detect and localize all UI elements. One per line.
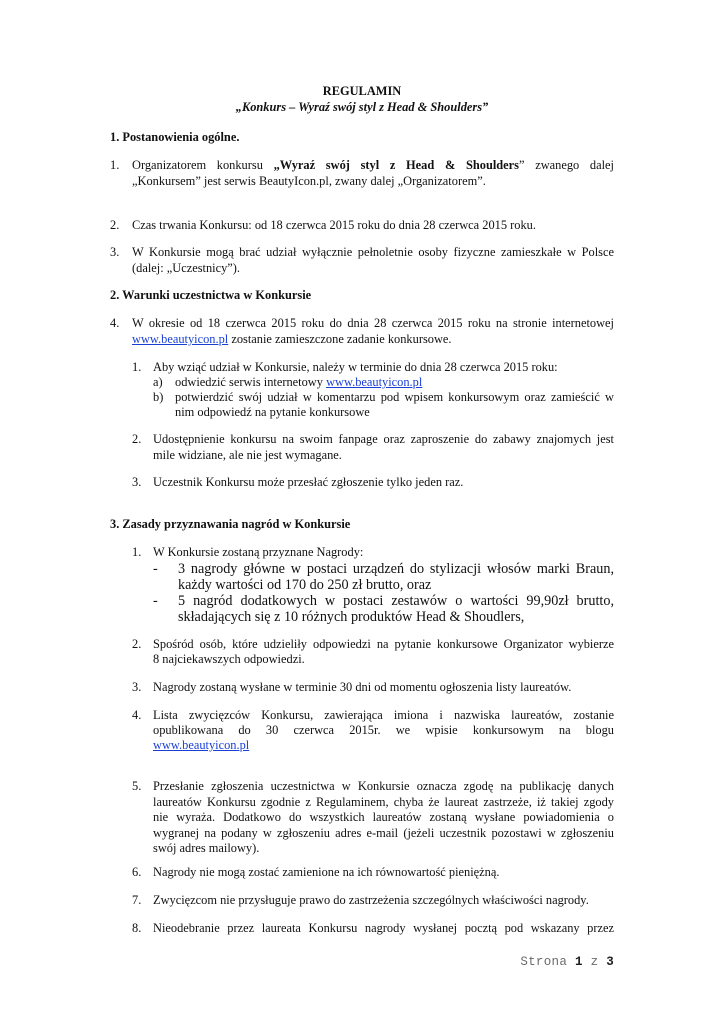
list-number: 1. — [110, 158, 120, 172]
item-2-line-1: Udostępnienie konkursu na swoim fanpage oraz zaproszenie do zabawy znajomych jest — [153, 432, 614, 446]
list-number: 5. — [132, 779, 142, 793]
item-8-line-1: Nieodebranie przez laureata Konkursu nagrody wysłanej pocztą pod wskazany przez — [153, 921, 614, 935]
beautyicon-link[interactable]: www.beautyicon.pl — [132, 332, 229, 346]
paragraph-4-line-1: W okresie od 18 czerwca 2015 roku do dnia 28 czerwca 2015 roku na stronie internetowej — [132, 316, 614, 330]
item-1-text: W Konkursie zostaną przyznane Nagrody: — [153, 545, 364, 559]
prize-1-line-2: każdy wartości od 170 do 250 zł brutto, oraz — [178, 577, 432, 593]
section-1-heading: 1. Postanowienia ogólne. — [110, 130, 240, 144]
beautyicon-link[interactable]: www.beautyicon.pl — [326, 375, 423, 389]
page-total: 3 — [606, 955, 614, 969]
item-b-line-2: nim odpowiedź na pytanie konkursowe — [175, 405, 370, 419]
item-5-line-2: laureatów Konkursu zgodnie z Regulaminem, chyba że laureat zastrzeże, iż takiej zgody — [153, 795, 614, 809]
item-5-line-5: swój adres mailowy). — [153, 841, 260, 855]
paragraph-1-line-2: „Konkursem” jest serwis BeautyIcon.pl, zwany dalej „Organizatorem”. — [132, 174, 486, 188]
paragraph-3-line-1: W Konkursie mogą brać udział wyłącznie pełnoletnie osoby fizyczne zamieszkałe w Polsce — [132, 245, 614, 259]
footer-label: Strona — [520, 955, 568, 969]
item-b-line-1: potwierdzić swój udział w komentarzu pod wpisem konkursowym oraz zamieścić w — [175, 390, 614, 404]
list-number: 1. — [132, 545, 142, 559]
list-letter: a) — [153, 375, 163, 389]
section-2-heading: 2. Warunki uczestnictwa w Konkursie — [110, 288, 312, 302]
dash-bullet: - — [153, 561, 158, 577]
item-3-text: Uczestnik Konkursu może przesłać zgłoszenie tylko jeden raz. — [153, 475, 464, 489]
list-number: 8. — [132, 921, 142, 935]
list-number: 6. — [132, 865, 142, 879]
paragraph-4-line-2 — [132, 332, 452, 348]
section-3-heading: 3. Zasady przyznawania nagród w Konkursie — [110, 517, 351, 531]
list-number: 1. — [132, 360, 142, 374]
document-subtitle: „Konkurs – Wyraź swój styl z Head & Shoulders” — [235, 100, 489, 114]
contest-name: „Wyraź swój styl z Head & Shoulders — [273, 158, 519, 172]
item-5-line-1: Przesłanie zgłoszenia uczestnictwa w Konkursie oznacza zgodę na publikację danych — [153, 779, 614, 793]
text: Organizatorem konkursu — [132, 158, 274, 172]
prize-1-line-1: 3 nagrody główne w postaci urządzeń do stylizacji włosów marki Braun, — [178, 561, 614, 577]
list-number: 3. — [132, 680, 142, 694]
list-number: 4. — [132, 708, 142, 722]
item-7-text: Zwycięzcom nie przysługuje prawo do zastrzeżenia szczególnych właściwości nagrody. — [153, 893, 589, 907]
item-4-line-2: opublikowana do 30 czerwca 2015r. we wpisie konkursowym na blogu — [153, 723, 614, 737]
paragraph-1-line-1 — [132, 158, 614, 174]
item-2-line-1: Spośród osób, które udzieliły odpowiedzi na pytanie konkursowe Organizator wybierze — [153, 637, 614, 651]
footer-of: z — [590, 955, 599, 969]
item-3-text: Nagrody zostaną wysłane w terminie 30 dni od momentu ogłoszenia listy laureatów. — [153, 680, 572, 694]
item-4-line-1: Lista zwycięzców Konkursu, zawierająca imiona i nazwiska laureatów, zostanie — [153, 708, 614, 722]
page-footer — [520, 955, 614, 971]
list-number: 2. — [132, 432, 142, 446]
paragraph-3-line-2: (dalej: „Uczestnicy”). — [132, 261, 241, 275]
item-6-text: Nagrody nie mogą zostać zamienione na ich równowartość pieniężną. — [153, 865, 500, 879]
item-1-text: Aby wziąć udział w Konkursie, należy w terminie do dnia 28 czerwca 2015 roku: — [153, 360, 558, 374]
item-4-line-3 — [153, 738, 249, 754]
text: ” zwanego dalej — [519, 158, 614, 172]
list-number: 2. — [110, 218, 120, 232]
list-number: 7. — [132, 893, 142, 907]
page-number: 1 — [574, 955, 583, 969]
text: zostanie zamieszczone zadanie konkursowe. — [228, 332, 452, 346]
prize-2-line-1: 5 nagród dodatkowych w postaci zestawów o wartości 99,90zł brutto, — [178, 593, 614, 609]
list-letter: b) — [153, 390, 164, 404]
item-2-line-2: mile widziane, ale nie jest wymagane. — [153, 448, 342, 462]
document-title: REGULAMIN — [322, 84, 402, 98]
prize-2-line-2: składających się z 10 różnych produktów Head & Shoudlers, — [178, 609, 525, 625]
item-5-line-4: wygranej na podany w zgłoszeniu adres e-mail (jeżeli uczestnik pozostawi w zgłoszeniu — [153, 826, 614, 840]
list-number: 3. — [132, 475, 142, 489]
list-number: 3. — [110, 245, 120, 259]
item-2-line-2: 8 najciekawszych odpowiedzi. — [153, 652, 305, 666]
list-number: 4. — [110, 316, 120, 330]
dash-bullet: - — [153, 593, 158, 609]
list-number: 2. — [132, 637, 142, 651]
item-5-line-3: nie wyraża. Dodatkowo do wszystkich laureatów zostaną wysłane powiadomienia o — [153, 810, 614, 824]
beautyicon-link[interactable]: www.beautyicon.pl — [153, 738, 250, 752]
text: odwiedzić serwis internetowy — [175, 375, 327, 389]
paragraph-2: Czas trwania Konkursu: od 18 czerwca 2015 roku do dnia 28 czerwca 2015 roku. — [132, 218, 536, 232]
item-a-text — [175, 375, 422, 391]
